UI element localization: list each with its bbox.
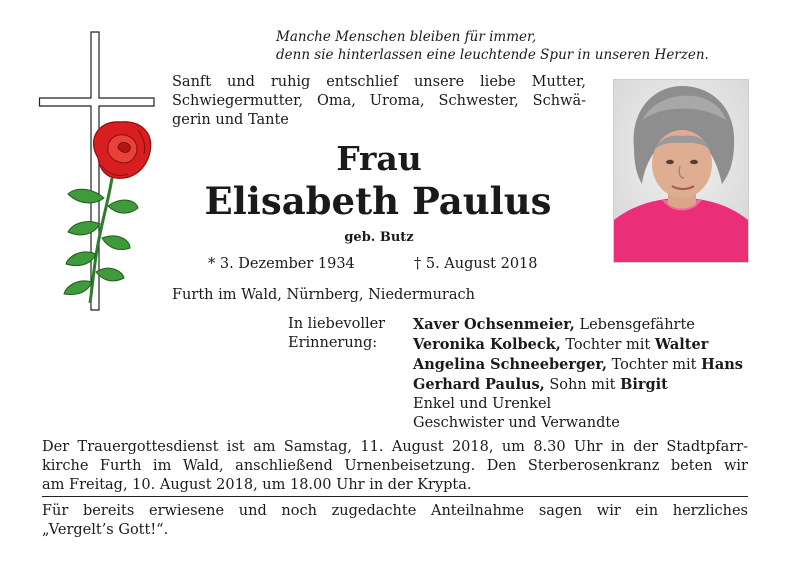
death-date: † 5. August 2018 — [414, 256, 538, 272]
mourner-relation: Enkel und Urenkel — [413, 396, 552, 412]
intro-line: gerin und Tante — [172, 112, 289, 128]
mourner-relation: Tochter mit — [560, 337, 655, 353]
birth-date: * 3. Dezember 1934 — [208, 256, 355, 272]
birth-name: geb. Butz — [344, 230, 414, 245]
mourner-line — [413, 375, 747, 395]
mourners-list — [413, 315, 747, 433]
mourner-name: Gerhard Paulus, — [413, 376, 545, 393]
intro-text — [172, 73, 586, 130]
service-info — [42, 438, 748, 495]
thanks-line: „Vergelt’s Gott!“. — [42, 522, 169, 538]
motto — [276, 28, 746, 64]
memory-label — [288, 315, 408, 353]
service-line: am Freitag, 10. August 2018, um 18.00 Uhr in der Krypta. — [42, 477, 472, 493]
intro-line: Schwiegermutter, Oma, Uroma, Schwester, Schwä- — [172, 93, 586, 109]
intro-line: Sanft und ruhig entschlief unsere liebe Mutter, — [172, 74, 586, 90]
mourner-relation: Geschwister und Verwandte — [413, 415, 620, 431]
mourner-partner: Hans — [701, 356, 743, 373]
places: Furth im Wald, Nürnberg, Niedermurach — [172, 287, 475, 303]
mourner-line — [413, 395, 747, 414]
mourner-partner: Walter — [654, 336, 709, 353]
portrait-image — [614, 80, 748, 262]
cross-with-rose-icon — [38, 28, 164, 318]
motto-line: denn sie hinterlassen eine leuchtende Spur in unseren Herzen. — [276, 47, 709, 63]
mourner-name: Veronika Kolbeck, — [413, 336, 561, 353]
mourner-partner: Birgit — [620, 376, 668, 393]
memory-label-line: Erinnerung: — [288, 335, 378, 351]
service-line: kirche Furth im Wald, anschließend Urnenbeisetzung. Den Sterberosenkranz beten wir — [42, 458, 748, 474]
mourner-relation: Lebensgefährte — [574, 317, 695, 333]
mourner-line — [413, 335, 747, 355]
mourner-line — [413, 355, 747, 375]
divider — [42, 496, 748, 497]
mourner-name: Xaver Ochsenmeier, — [413, 316, 575, 333]
motto-line: Manche Menschen bleiben für immer, — [276, 29, 537, 45]
mourner-relation: Tochter mit — [607, 357, 702, 373]
portrait-photo — [613, 79, 749, 263]
mourner-line — [413, 315, 747, 335]
mourner-relation: Sohn mit — [544, 377, 621, 393]
mourner-line — [413, 414, 747, 433]
memory-label-line: In liebevoller — [288, 316, 386, 332]
thanks-line: Für bereits erwiesene und noch zugedachte Anteilnahme sagen wir ein herzliches — [42, 503, 748, 519]
deceased-name: Elisabeth Paulus — [204, 179, 552, 223]
salutation: Frau — [336, 139, 422, 178]
service-line: Der Trauergottesdienst ist am Samstag, 11. August 2018, um 8.30 Uhr in der Stadtpfarr- — [42, 439, 748, 455]
mourner-name: Angelina Schneeberger, — [413, 356, 607, 373]
thanks-note — [42, 502, 748, 540]
